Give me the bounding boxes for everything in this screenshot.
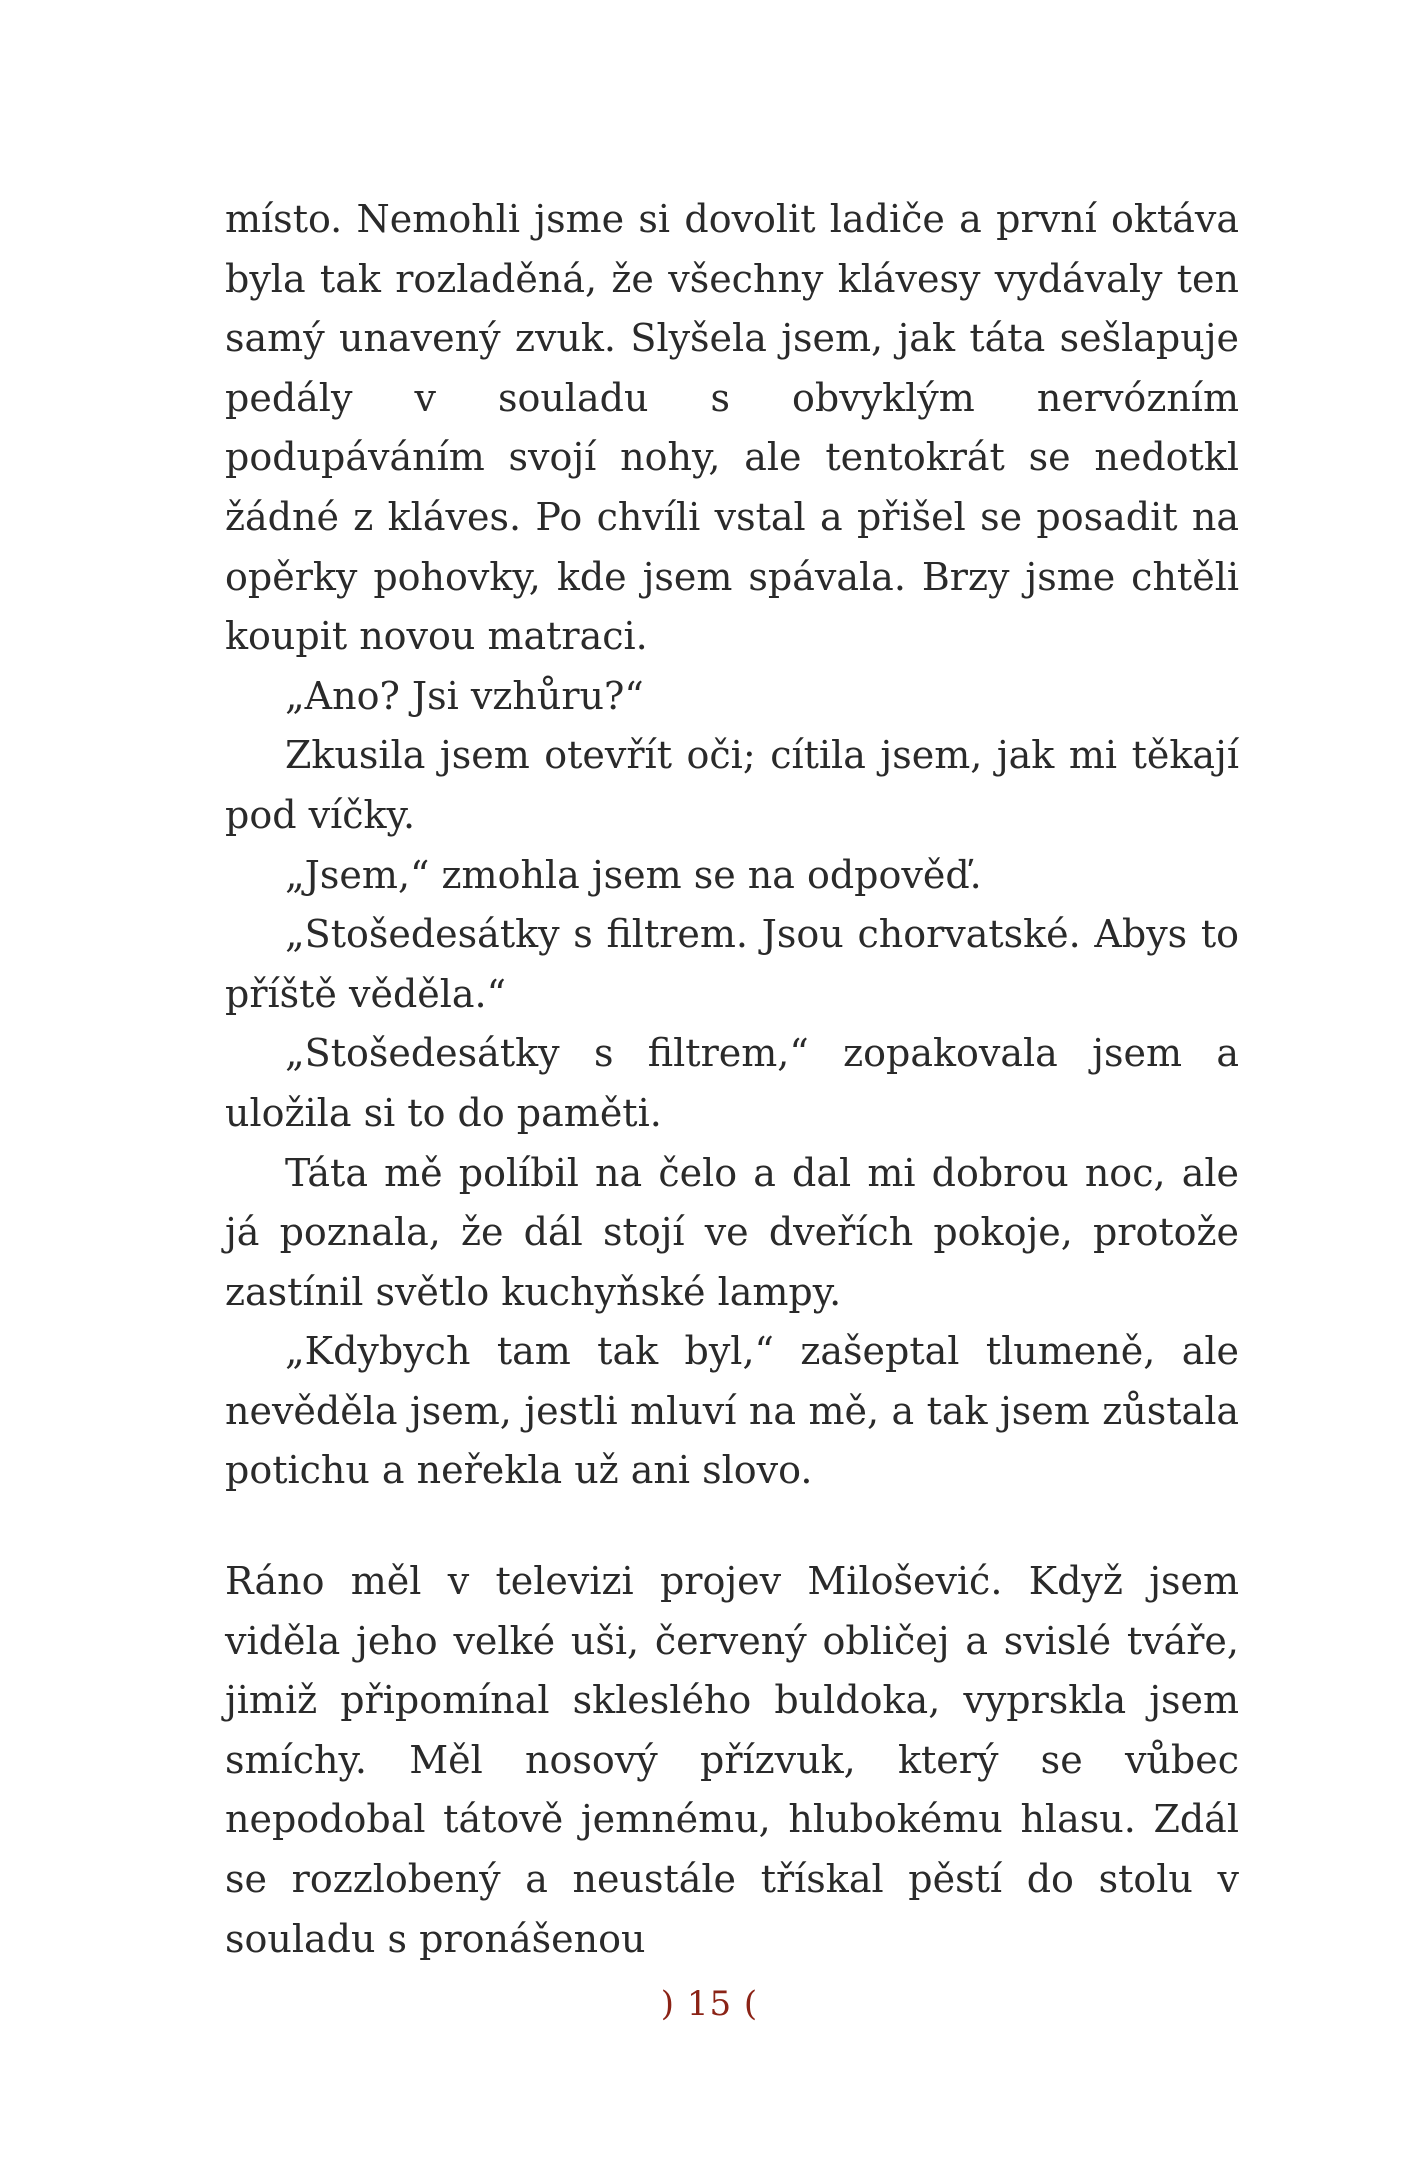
paragraph-dialogue: „Stošedesátky s filtrem,“ zopakovala jsem a uložila si to do paměti.	[225, 1031, 1239, 1135]
paragraph-scene-opening: Ráno měl v televizi projev Milošević. Když jsem viděla jeho velké uši, červený obličej a svislé tváře, jimiž připomínal skleslého buldoka, vyprskla jsem smíchy. Měl nosový přízvuk, který se vůbec nepodobal tátově jemnému, hlubokému hlasu. Zdál se rozzlobený a neustále třískal pěstí do stolu v souladu s pronášenou	[225, 1559, 1239, 1961]
paragraph-dialogue: „Kdybych tam tak byl,“ zašeptal tlumeně, ale nevěděla jsem, jestli mluví na mě, a tak jsem zůstala potichu a neřekla už ani slovo.	[225, 1329, 1239, 1493]
paragraph-dialogue: „Ano? Jsi vzhůru?“	[285, 673, 644, 718]
text-section-continuation	[225, 190, 1239, 1501]
paragraph: Táta mě políbil na čelo a dal mi dobrou noc, ale já poznala, že dál stojí ve dveřích pokoje, protože zastínil světlo kuchyňské lampy.	[225, 1150, 1239, 1314]
page-number: ) 15 (	[660, 1984, 759, 2024]
paragraph-dialogue: „Stošedesátky s filtrem. Jsou chorvatské. Abys to příště věděla.“	[225, 912, 1239, 1016]
text-section-new-scene	[225, 1552, 1239, 1969]
paragraph: Zkusila jsem otevřít oči; cítila jsem, jak mi těkají pod víčky.	[225, 733, 1239, 837]
paragraph-dialogue: „Jsem,“ zmohla jsem se na odpověď.	[285, 852, 982, 897]
paragraph-continuation: místo. Nemohli jsme si dovolit ladiče a první oktáva byla tak rozladěná, že všechny klávesy vydávaly ten samý unavený zvuk. Slyšela jsem, jak táta sešlapuje pedály v souladu s obvyklým nervózním podupáváním svojí nohy, ale tentokrát se nedotkl žádné z kláves. Po chvíli vstal a přišel se posadit na opěrky pohovky, kde jsem spávala. Brzy jsme chtěli koupit novou matraci.	[225, 197, 1239, 659]
